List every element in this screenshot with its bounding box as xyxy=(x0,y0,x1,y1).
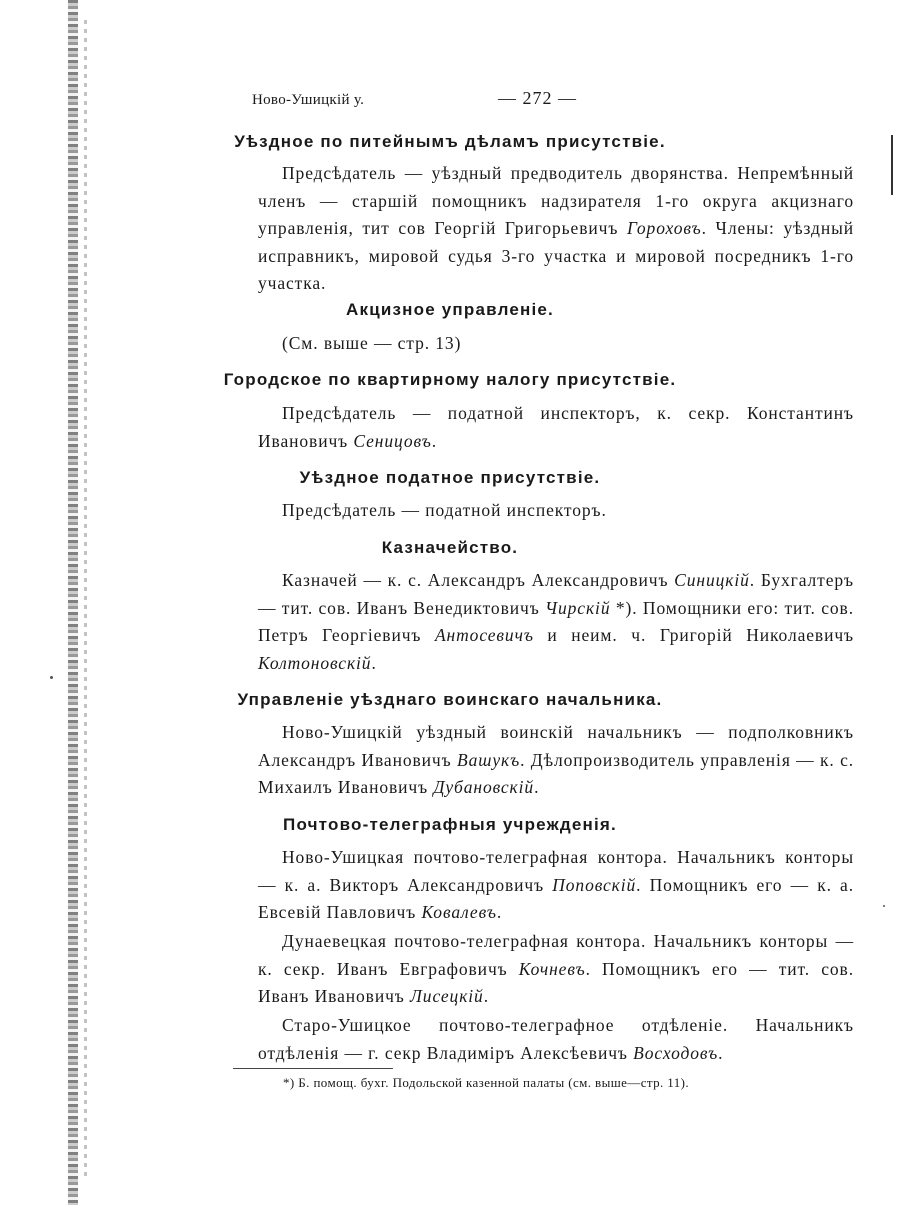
section-paragraph xyxy=(258,330,854,358)
section-paragraph xyxy=(258,928,854,1011)
text-run: и неим. ч. Григорій Николаевичъ xyxy=(533,625,854,645)
text-run: . xyxy=(534,777,540,797)
text-run: . xyxy=(496,902,503,922)
section-title: Управленіе уѣзднаго воинскаго начальника. xyxy=(237,690,663,709)
text-run: (См. выше — стр. 13) xyxy=(282,333,462,353)
section-title: Казначейство. xyxy=(381,538,519,557)
person-name: Сеницовъ xyxy=(353,430,432,451)
section-paragraph xyxy=(258,1012,854,1067)
text-run: . xyxy=(371,652,377,673)
section-paragraph xyxy=(258,844,854,927)
text-run: Предсѣдатель — податной инспекторъ, к. секр. Константинъ Ивановичъ xyxy=(258,403,854,451)
section-title: Городское по квартирному налогу присутствіе. xyxy=(223,370,677,389)
text-run: . xyxy=(718,1042,724,1063)
text-run: . Помощникъ его — к. а. Евсевій Павловичъ xyxy=(258,874,854,922)
section-title: Уѣздное по питейнымъ дѣламъ присутствіе. xyxy=(234,132,666,151)
footnote-rule xyxy=(233,1068,393,1069)
text-run: . xyxy=(483,986,489,1006)
text-run: . Бухгалтеръ — тит. сов. Иванъ Венедиктовичъ xyxy=(258,570,854,618)
section-title: Почтово-телеграфныя учрежденія. xyxy=(283,815,617,834)
text-run: Старо-Ушицкое почтово-телеграфное отдѣленіе. Начальникъ отдѣленія — г. секр Владиміръ Алексѣевичъ xyxy=(258,1015,854,1063)
section-title: Уѣздное податное присутствіе. xyxy=(299,468,601,487)
person-name: Колтоновскій xyxy=(258,652,372,673)
person-name: Синицкій xyxy=(674,570,750,590)
person-name: Антосевичъ xyxy=(434,625,534,645)
text-run: . xyxy=(431,430,438,451)
text-run: . Дѣлопроизводитель управленія — к. с. Михаилъ Ивановичъ xyxy=(258,749,855,797)
section-title: Акцизное управленіе. xyxy=(346,300,554,319)
text-run: . Члены: уѣздный исправникъ, мировой судья 3-го участка и мировой посредникъ 1-го участка. xyxy=(258,218,855,293)
footnote: *) Б. помощ. бухг. Подольской казенной палаты (см. выше—стр. 11). xyxy=(283,1075,690,1090)
section-paragraph xyxy=(258,160,854,298)
person-name: Гороховъ xyxy=(626,218,702,238)
person-name: Кочневъ xyxy=(518,958,586,979)
section-paragraph xyxy=(258,497,854,525)
person-name: Дубановскій xyxy=(433,777,535,797)
section-paragraph xyxy=(258,567,854,677)
section-paragraph xyxy=(258,719,854,802)
text-run: *). Помощники его: тит. сов. Петръ Георгіевичъ xyxy=(258,597,854,645)
person-name: Чирскій xyxy=(545,597,611,618)
text-run: Ново-Ушицкій уѣздный воинскій начальникъ — подполковникъ Александръ Ивановичъ xyxy=(258,722,854,770)
running-header: Ново-Ушицкій у. xyxy=(252,92,365,108)
text-run: Предсѣдатель — податной инспекторъ. xyxy=(282,500,607,520)
text-run: . Помощникъ его — тит. сов. Иванъ Ивановичъ xyxy=(258,958,854,1006)
person-name: Восходовъ xyxy=(633,1042,719,1063)
person-name: Вашукъ xyxy=(456,749,521,770)
text-run: Ново-Ушицкая почтово-телеграфная контора. Начальникъ конторы — к. а. Викторъ Александровичъ xyxy=(258,847,854,895)
text-run: Предсѣдатель — уѣздный предводитель дворянства. Непремѣнный членъ — старшій помощникъ надзирателя 1-го округа акцизнаго управленія, тит сов Георгій Григорьевичъ xyxy=(258,163,854,238)
section-paragraph xyxy=(258,400,854,455)
text-run: Казначей — к. с. Александръ Александровичъ xyxy=(282,570,675,590)
person-name: Лисецкій xyxy=(410,986,484,1006)
person-name: Ковалевъ xyxy=(421,902,497,922)
page-number: — 272 — xyxy=(498,88,577,108)
person-name: Поповскій xyxy=(552,874,637,895)
text-run: Дунаевецкая почтово-телеграфная контора. Начальникъ конторы — к. секр. Иванъ Евграфовичъ xyxy=(258,931,854,979)
